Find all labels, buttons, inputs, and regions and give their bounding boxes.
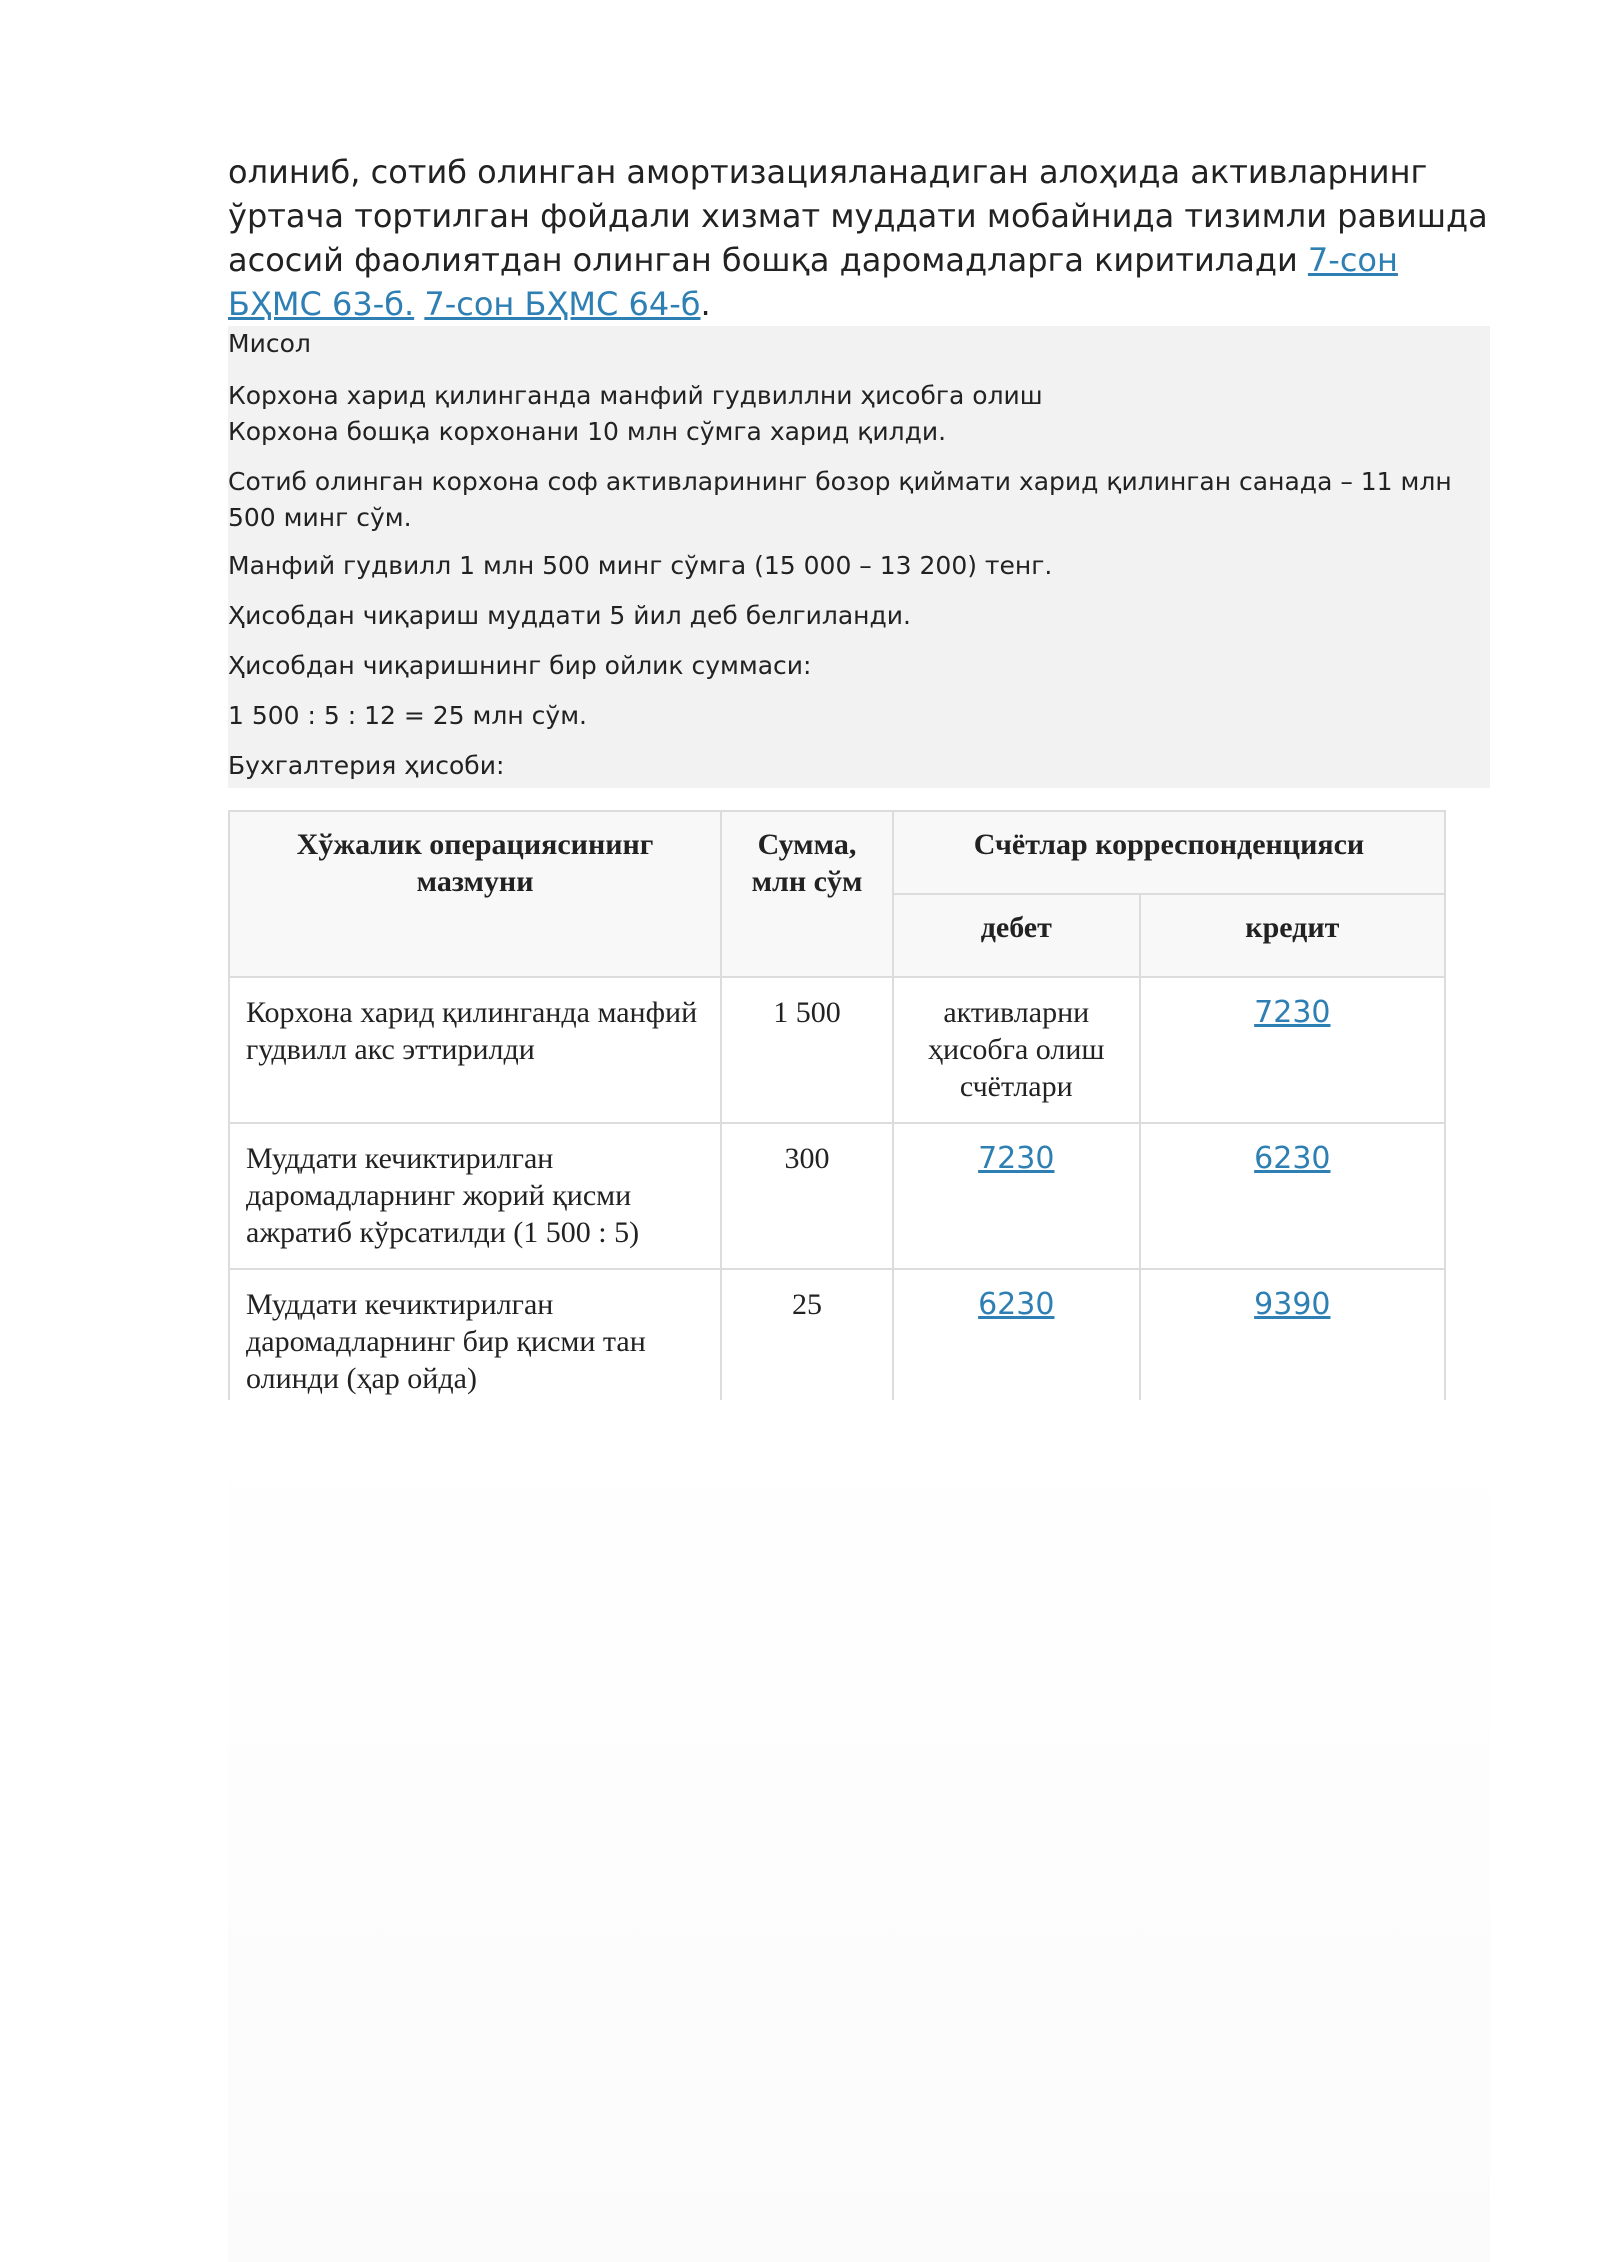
table-row bbox=[229, 977, 1445, 1123]
page-shade bbox=[228, 1400, 1490, 2262]
header-correspondence: Счётлар корреспонденцияси bbox=[893, 811, 1445, 894]
row-amount: 300 bbox=[721, 1123, 893, 1269]
row-credit bbox=[1140, 977, 1445, 1123]
example-line-7: 1 500 : 5 : 12 = 25 млн сўм. bbox=[228, 701, 587, 730]
intro-paragraph bbox=[228, 150, 1498, 326]
account-link-6230[interactable]: 6230 bbox=[1254, 1141, 1331, 1176]
row-credit bbox=[1140, 1123, 1445, 1269]
account-link-9390[interactable]: 9390 bbox=[1254, 1287, 1331, 1322]
header-credit: кредит bbox=[1140, 894, 1445, 977]
row-amount: 25 bbox=[721, 1269, 893, 1415]
table-row bbox=[229, 1269, 1445, 1415]
row-debit bbox=[893, 1123, 1140, 1269]
row-debit: активларни ҳисобга олиш счётлари bbox=[893, 977, 1140, 1123]
row-debit bbox=[893, 1269, 1140, 1415]
example-line-6: Ҳисобдан чиқаришнинг бир ойлик суммаси: bbox=[228, 651, 812, 680]
table-header-row bbox=[229, 811, 1445, 894]
header-debit: дебет bbox=[893, 894, 1140, 977]
link-bhms-63[interactable]: 7-сон БҲМС 63-б. bbox=[228, 241, 1398, 323]
row-amount: 1 500 bbox=[721, 977, 893, 1123]
row-content: Муддати кечиктирилган даромадларнинг бир қисми тан олинди (ҳар ойда) bbox=[229, 1269, 721, 1415]
table-row bbox=[229, 1123, 1445, 1269]
example-line-8: Бухгалтерия ҳисоби: bbox=[228, 751, 505, 780]
example-line-3: Сотиб олинган корхона соф активларининг бозор қиймати харид қилинган санада – 11 млн 500 минг сўм. bbox=[228, 467, 1452, 532]
header-content: Хўжалик операциясининг мазмуни bbox=[229, 811, 721, 977]
row-content: Корхона харид қилинганда манфий гудвилл акс эттирилди bbox=[229, 977, 721, 1123]
account-link-7230[interactable]: 7230 bbox=[1254, 995, 1331, 1030]
example-line-5: Ҳисобдан чиқариш муддати 5 йил деб белгиланди. bbox=[228, 601, 911, 630]
row-credit bbox=[1140, 1269, 1445, 1415]
example-line-2: Корхона бошқа корхонани 10 млн сўмга харид қилди. bbox=[228, 417, 947, 446]
account-link-7230[interactable]: 7230 bbox=[978, 1141, 1055, 1176]
row-content: Муддати кечиктирилган даромадларнинг жорий қисми ажратиб кўрсатилди (1 500 : 5) bbox=[229, 1123, 721, 1269]
accounting-table bbox=[228, 810, 1446, 1416]
header-amount: Сумма, млн сўм bbox=[721, 811, 893, 977]
example-line-4: Манфий гудвилл 1 млн 500 минг сўмга (15 000 – 13 200) тенг. bbox=[228, 551, 1053, 580]
example-heading: Мисол bbox=[228, 329, 311, 358]
link-bhms-64[interactable]: 7-сон БҲМС 64-б bbox=[424, 285, 701, 323]
intro-tail: . bbox=[700, 285, 711, 323]
example-line-1: Корхона харид қилинганда манфий гудвиллни ҳисобга олиш bbox=[228, 381, 1043, 410]
account-link-6230[interactable]: 6230 bbox=[978, 1287, 1055, 1322]
intro-text: олиниб, сотиб олинган амортизацияланадиган алоҳида активларнинг ўртача тортилган фойдали хизмат муддати мобайнида тизимли равишда асосий фаолиятдан олинган бошқа даромадларга киритилади bbox=[228, 153, 1488, 279]
